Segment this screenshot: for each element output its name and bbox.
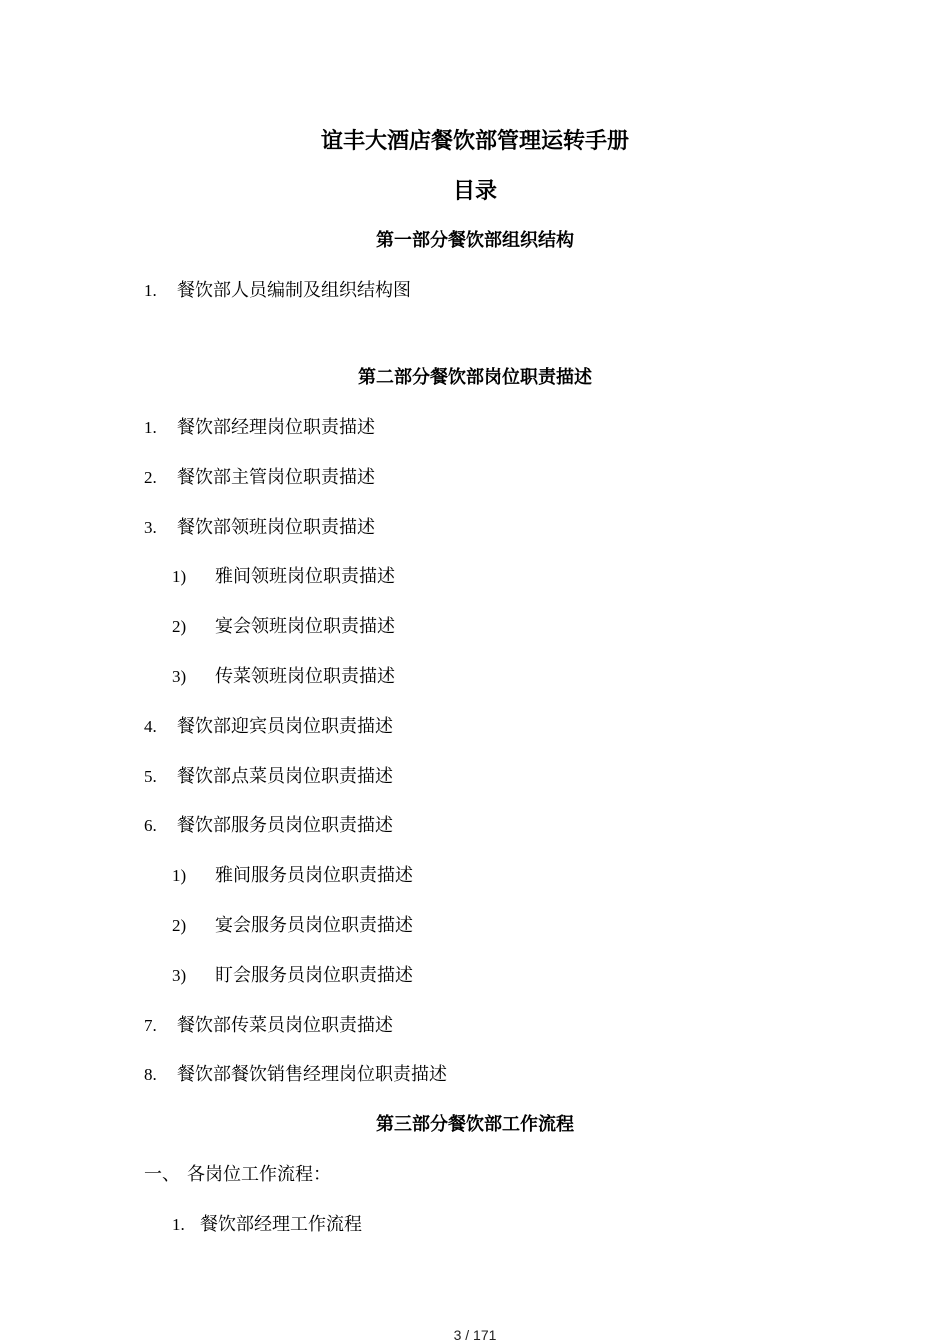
toc-item-text: 雅间服务员岗位职责描述 bbox=[215, 865, 413, 886]
toc-item-number: 3) bbox=[172, 667, 187, 686]
toc-item-number: 1) bbox=[172, 567, 187, 586]
toc-item-number: 8. bbox=[144, 1065, 157, 1084]
toc-item-number: 5. bbox=[144, 767, 157, 786]
toc-item-text: 传菜领班岗位职责描述 bbox=[215, 666, 395, 687]
toc-item-text: 各岗位工作流程： bbox=[187, 1164, 331, 1185]
toc-item-number: 4. bbox=[144, 717, 157, 736]
toc-item-text: 餐饮部人员编制及组织结构图 bbox=[177, 280, 411, 301]
toc-item-text: 餐饮部服务员岗位职责描述 bbox=[177, 815, 393, 836]
toc-item-text: 餐饮部餐饮销售经理岗位职责描述 bbox=[177, 1064, 447, 1085]
toc-item-number: 1. bbox=[144, 418, 157, 437]
toc-item-text: 餐饮部经理岗位职责描述 bbox=[177, 417, 375, 438]
toc-item-number: 1. bbox=[172, 1215, 185, 1234]
toc-item-text: 餐饮部主管岗位职责描述 bbox=[177, 467, 375, 488]
toc-item-number: 7. bbox=[144, 1016, 157, 1035]
toc-item-text: 宴会服务员岗位职责描述 bbox=[215, 915, 413, 936]
toc-item-number: 一、 bbox=[144, 1164, 180, 1185]
toc-heading: 目录 bbox=[452, 179, 497, 204]
page-indicator: 3 / 171 bbox=[453, 1327, 497, 1343]
part-1-heading: 第一部分餐饮部组织结构 bbox=[376, 230, 574, 251]
toc-item-text: 雅间领班岗位职责描述 bbox=[215, 566, 395, 587]
document-title: 谊丰大酒店餐饮部管理运转手册 bbox=[320, 129, 629, 154]
part-2-heading: 第二部分餐饮部岗位职责描述 bbox=[358, 367, 592, 388]
toc-item-number: 3) bbox=[172, 966, 187, 985]
toc-item-text: 餐饮部传菜员岗位职责描述 bbox=[177, 1015, 393, 1036]
toc-item-text: 宴会领班岗位职责描述 bbox=[215, 616, 395, 637]
toc-item-text: 餐饮部经理工作流程 bbox=[200, 1214, 362, 1235]
toc-item-number: 2) bbox=[172, 617, 187, 636]
toc-item-text: 盯会服务员岗位职责描述 bbox=[215, 965, 413, 986]
toc-item-number: 2) bbox=[172, 916, 187, 935]
toc-item-number: 6. bbox=[144, 816, 157, 835]
toc-item-text: 餐饮部领班岗位职责描述 bbox=[177, 517, 375, 538]
toc-item-text: 餐饮部点菜员岗位职责描述 bbox=[177, 766, 393, 787]
toc-item-number: 1) bbox=[172, 866, 187, 885]
toc-item-number: 1. bbox=[144, 281, 157, 300]
toc-item-number: 2. bbox=[144, 468, 157, 487]
toc-item-number: 3. bbox=[144, 518, 157, 537]
part-3-heading: 第三部分餐饮部工作流程 bbox=[376, 1114, 574, 1135]
toc-item-text: 餐饮部迎宾员岗位职责描述 bbox=[177, 716, 393, 737]
